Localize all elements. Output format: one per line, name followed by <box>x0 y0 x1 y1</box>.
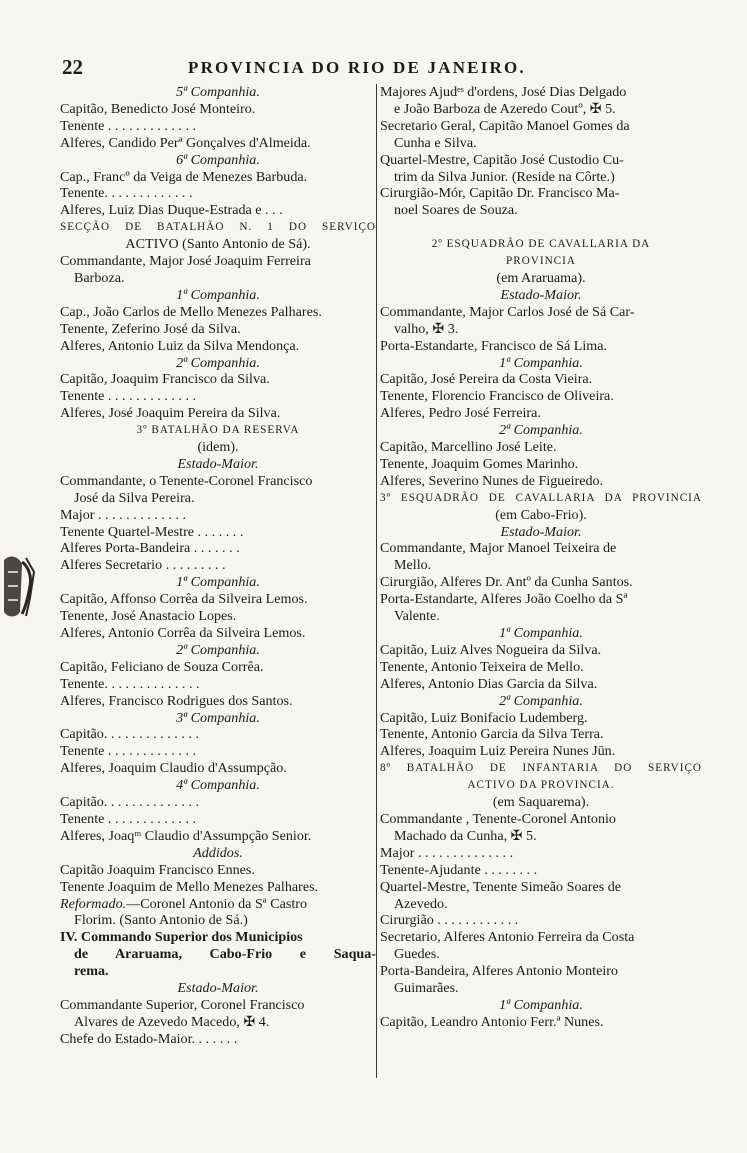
text-line: ACTIVO DA PROVINCIA. <box>467 779 615 792</box>
text-line: Reformado.—Coronel Antonio da Sª Castro <box>60 895 307 912</box>
text-line: Tenente, Antonio Teixeira de Mello. <box>380 658 584 675</box>
text-line: Chefe do Estado-Maior. . . . . . . <box>60 1030 238 1047</box>
text-line: 2ª Companhia. <box>499 422 583 439</box>
text-line: e João Barboza de Azeredo Coutº, ✠ 5. <box>394 100 616 117</box>
text-line: Cirurgião-Mór, Capitão Dr. Francisco Ma- <box>380 185 620 202</box>
text-line: Porta-Bandeira, Alferes Antonio Monteiro <box>380 963 618 980</box>
text-line: Tenente, José Anastacio Lopes. <box>60 608 237 625</box>
text-line: 1ª Companhia. <box>176 574 260 591</box>
text-line: Alferes, José Joaquim Pereira da Silva. <box>60 405 281 422</box>
text-line: Capitão, Joaquim Francisco da Silva. <box>60 371 270 388</box>
text-line: Guimarães. <box>394 980 459 997</box>
text-line: Commandante, Major José Joaquim Ferreira <box>60 253 311 270</box>
text-line: 2ª Companhia. <box>499 692 583 709</box>
text-line: (idem). <box>197 439 239 456</box>
text-line: Commandante, Major Carlos José de Sá Car- <box>380 303 635 320</box>
text-line: Secretario, Alferes Antonio Ferreira da Costa <box>380 929 635 946</box>
text-line: Capitão, Marcellino José Leite. <box>380 439 557 456</box>
text-line: Tenente . . . . . . . . . . . . . <box>60 743 197 760</box>
page-header <box>58 55 718 81</box>
text-line: Quartel-Mestre, Capitão José Custodio Cu- <box>380 151 624 168</box>
text-line: trim da Silva Junior. (Reside na Côrte.) <box>394 168 615 185</box>
text-line: Capitão. . . . . . . . . . . . . . <box>60 726 199 743</box>
text-line: Commandante , Tenente-Coronel Antonio <box>380 810 616 827</box>
text-line: 3º ESQUADRÃO DE CAVALLARIA DA PROVINCIA <box>380 491 702 504</box>
text-line: Tenente, Zeferino José da Silva. <box>60 320 241 337</box>
text-line: valho, ✠ 3. <box>394 320 459 337</box>
text-line: 3ª Companhia. <box>176 709 260 726</box>
text-line: Alferes, Luiz Dias Duque-Estrada e . . . <box>60 202 283 219</box>
text-line: Azevedo. <box>394 895 448 912</box>
binding-ornament-icon <box>0 552 38 622</box>
text-line: Cirurgião . . . . . . . . . . . . <box>380 912 519 929</box>
text-line: Capitão, José Pereira da Costa Vieira. <box>380 371 593 388</box>
text-line: 1ª Companhia. <box>499 996 583 1013</box>
text-line: Porta-Estandarte, Francisco de Sá Lima. <box>380 337 607 354</box>
text-line: Capitão, Feliciano de Souza Corrêa. <box>60 658 264 675</box>
text-line: noel Soares de Souza. <box>394 202 518 219</box>
text-line: Cirurgião, Alferes Dr. Antº da Cunha Santos. <box>380 574 633 591</box>
text-line: Florim. (Santo Antonio de Sá.) <box>74 912 248 929</box>
text-line: IV. Commando Superior dos Municipios <box>60 929 303 946</box>
text-line: Capitão Joaquim Francisco Ennes. <box>60 861 255 878</box>
text-line: Secretario Geral, Capitão Manoel Gomes da <box>380 117 630 134</box>
text-line: Tenente Quartel-Mestre . . . . . . . <box>60 523 244 540</box>
text-line: 8º BATALHÃO DE INFANTARIA DO SERVIÇO <box>380 762 702 775</box>
text-line: rema. <box>74 963 109 980</box>
text-line: Alferes, Joaqᵐ Claudio d'Assumpção Senior. <box>60 827 312 844</box>
text-line: Cap., Francº da Veiga de Menezes Barbuda. <box>60 168 308 185</box>
text-line: Estado-Maior. <box>500 523 582 540</box>
page-number: 22 <box>62 55 83 79</box>
text-line: Addidos. <box>193 844 243 861</box>
text-line: (em Cabo-Frio). <box>495 506 587 523</box>
text-line: Alferes, Antonio Corrêa da Silveira Lemos. <box>60 625 306 641</box>
running-title: PROVINCIA DO RIO DE JANEIRO. <box>188 58 526 77</box>
text-line <box>380 219 702 236</box>
text-line: Capitão, Affonso Corrêa da Silveira Lemos. <box>60 591 308 608</box>
text-line: Tenente. . . . . . . . . . . . . <box>60 185 193 202</box>
text-line: Capitão. . . . . . . . . . . . . . <box>60 794 199 811</box>
text-line: ACTIVO (Santo Antonio de Sá). <box>125 236 311 253</box>
text-line: Barboza. <box>74 269 125 286</box>
text-line: Alferes Porta-Bandeira . . . . . . . <box>60 540 240 557</box>
text-line: Tenente. . . . . . . . . . . . . . <box>60 675 200 692</box>
left-column <box>60 84 376 1048</box>
text-line: Estado-Maior. <box>500 286 582 303</box>
text-line: Alferes, Joaquim Claudio d'Assumpção. <box>60 760 287 777</box>
text-line: PROVINCIA <box>506 255 576 268</box>
text-line: Capitão, Benedicto José Monteiro. <box>60 100 256 117</box>
text-line: (em Saquarema). <box>492 794 590 811</box>
text-line: Tenente . . . . . . . . . . . . . <box>60 388 197 405</box>
text-line: Tenente-Ajudante . . . . . . . . <box>380 861 538 878</box>
text-line: Alvares de Azevedo Macedo, ✠ 4. <box>74 1013 270 1030</box>
text-line: Tenente, Florencio Francisco de Oliveira. <box>380 388 614 405</box>
text-line: Alferes, Joaquim Luiz Pereira Nunes Jūn. <box>380 743 616 760</box>
text-line: 2º ESQUADRÃO DE CAVALLARIA DA <box>431 238 651 251</box>
text-line: Tenente, Joaquim Gomes Marinho. <box>380 455 579 472</box>
text-line: José da Silva Pereira. <box>74 489 195 506</box>
text-line: 5ª Companhia. <box>176 84 260 100</box>
text-line: Alferes, Candido Perª Gonçalves d'Almeida. <box>60 134 311 151</box>
text-line: Alferes Secretario . . . . . . . . . <box>60 557 226 574</box>
text-line: Alferes, Antonio Luiz da Silva Mendonça. <box>60 337 300 354</box>
text-line: Tenente . . . . . . . . . . . . . <box>60 117 197 134</box>
text-line: Cunha e Silva. <box>394 134 477 151</box>
text-line: Tenente . . . . . . . . . . . . . <box>60 810 197 827</box>
text-line: Alferes, Antonio Dias Garcia da Silva. <box>380 675 598 692</box>
text-line: 1ª Companhia. <box>499 625 583 641</box>
text-line: Major . . . . . . . . . . . . . . <box>380 844 514 861</box>
text-line: Capitão, Luiz Alves Nogueira da Silva. <box>380 641 602 658</box>
text-line: (em Araruama). <box>496 269 586 286</box>
text-line: Guedes. <box>394 946 440 963</box>
text-line: Capitão, Leandro Antonio Ferr.ª Nunes. <box>380 1013 604 1030</box>
text-line: 2ª Companhia. <box>176 641 260 658</box>
text-line: Capitão, Luiz Bonifacio Ludemberg. <box>380 709 588 726</box>
text-line: 3º BATALHÃO DA RESERVA <box>136 424 300 437</box>
text-line: Estado-Maior. <box>177 455 259 472</box>
text-line: 4ª Companhia. <box>176 777 260 794</box>
text-line: SECÇÃO DE BATALHÃO N. 1 DO SERVIÇO <box>60 221 376 234</box>
text-line: Commandante Superior, Coronel Francisco <box>60 996 305 1013</box>
text-line: Valente. <box>394 608 440 625</box>
text-line: Machado da Cunha, ✠ 5. <box>394 827 537 844</box>
column-divider <box>376 84 377 1078</box>
text-line: Commandante, Major Manoel Teixeira de <box>380 540 617 557</box>
text-line: Mello. <box>394 557 432 574</box>
text-line: Alferes, Francisco Rodrigues dos Santos. <box>60 692 293 709</box>
text-line: Estado-Maior. <box>177 980 259 997</box>
text-line: 2ª Companhia. <box>176 354 260 371</box>
text-line: 6ª Companhia. <box>176 151 260 168</box>
text-line: Tenente, Antonio Garcia da Silva Terra. <box>380 726 604 743</box>
text-line: Majores Ajudᵉˢ d'ordens, José Dias Delgado <box>380 84 627 100</box>
text-line: 1ª Companhia. <box>499 354 583 371</box>
right-column <box>380 84 702 1031</box>
text-line: Tenente Joaquim de Mello Menezes Palhares. <box>60 878 319 895</box>
text-line: Commandante, o Tenente-Coronel Francisco <box>60 472 313 489</box>
text-line: Cap., João Carlos de Mello Menezes Palhares. <box>60 303 322 320</box>
text-line: Alferes, Severino Nunes de Figueiredo. <box>380 472 604 489</box>
text-line: Major . . . . . . . . . . . . . <box>60 506 187 523</box>
text-line: de Araruama, Cabo-Frio e Saqua- <box>74 946 376 963</box>
text-line: Alferes, Pedro José Ferreira. <box>380 405 541 422</box>
text-line: Quartel-Mestre, Tenente Simeão Soares de <box>380 878 622 895</box>
text-line: Porta-Estandarte, Alferes João Coelho da Sª <box>380 591 628 608</box>
text-line: 1ª Companhia. <box>176 286 260 303</box>
